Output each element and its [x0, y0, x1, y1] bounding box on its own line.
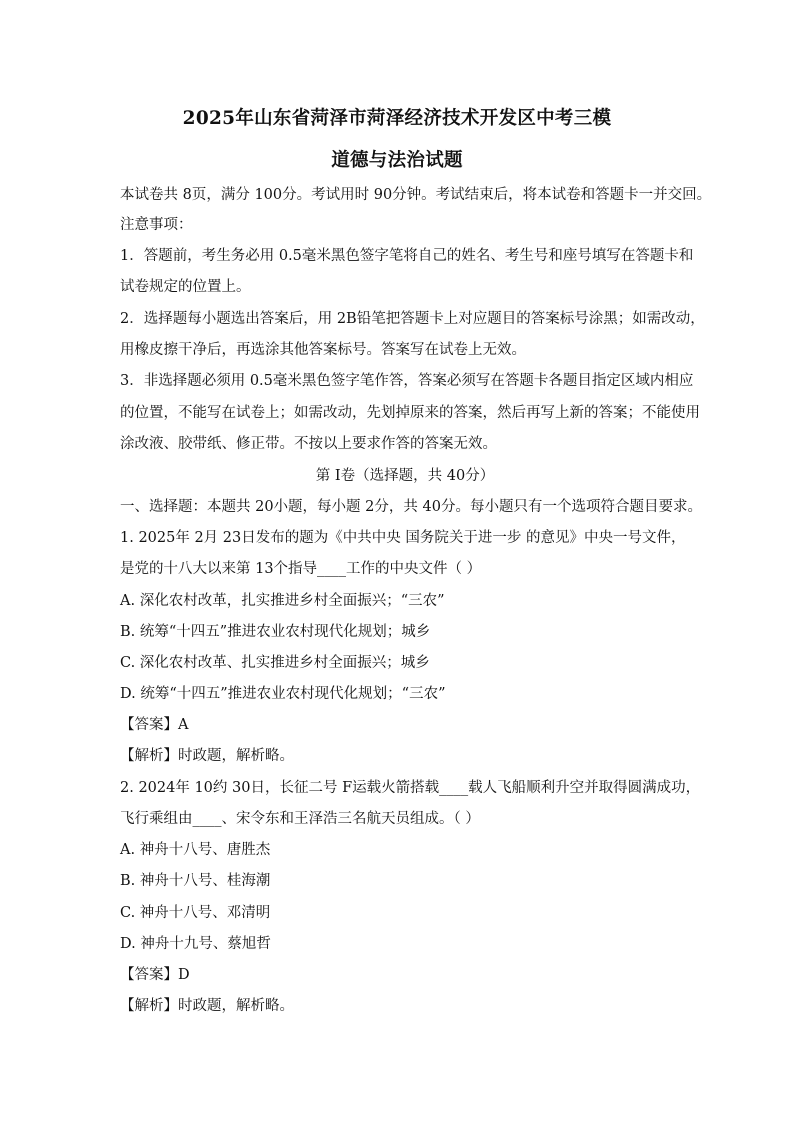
question-stem: 2. 2024年 10约 30日，长征二号 F运载火箭搭载____载人飞船顺利升空并取得圆满成功，	[120, 780, 701, 796]
page-title: 2025年山东省菏泽市菏泽经济技术开发区中考三模	[182, 108, 612, 129]
question-stem: 飞行乘组由____、宋令东和王泽浩三名航天员组成。（ ）	[120, 811, 480, 827]
analysis: 【解析】时政题，解析略。	[120, 998, 294, 1014]
intro-text: 本试卷共 8页，满分 100分。考试用时 90分钟。考试结束后，将本试卷和答题卡一并交回。	[120, 187, 712, 203]
option-b: B. 神舟十八号、桂海潮	[120, 873, 271, 889]
note-line: 3．非选择题必须用 0.5毫米黑色签字笔作答，答案必须写在答题卡各题目指定区域内相应	[120, 373, 694, 389]
option-a: A. 深化农村改革，扎实推进乡村全面振兴；“三农”	[120, 593, 445, 609]
answer: 【答案】A	[120, 717, 189, 733]
note-line: 涂改液、胶带纸、修正带。不按以上要求作答的答案无效。	[120, 436, 497, 452]
section-instruction: 一、选择题：本题共 20小题，每小题 2分，共 40分。每小题只有一个选项符合题目要求。	[120, 499, 702, 515]
option-d: D. 统筹“十四五”推进农业农村现代化规划；“三农”	[120, 686, 446, 702]
option-c: C. 深化农村改革、扎实推进乡村全面振兴；城乡	[120, 655, 430, 671]
note-line: 用橡皮擦干净后，再选涂其他答案标号。答案写在试卷上无效。	[120, 342, 526, 358]
note-line: 2．选择题每小题选出答案后，用 2B铅笔把答题卡上对应题目的答案标号涂黑；如需改动，	[120, 311, 705, 327]
note-line: 1．答题前，考生务必用 0.5毫米黑色签字笔将自己的姓名、考生号和座号填写在答题卡和	[120, 248, 694, 264]
section-title: 第 I卷（选择题，共 40分）	[315, 468, 495, 484]
question-stem: 1. 2025年 2月 23日发布的题为《中共中央 国务院关于进一步 的意见》中央一号文件，	[120, 530, 686, 546]
note-line: 的位置，不能写在试卷上；如需改动，先划掉原来的答案，然后再写上新的答案；不能使用	[120, 405, 700, 421]
option-c: C. 神舟十八号、邓清明	[120, 905, 271, 921]
page-subtitle: 道德与法治试题	[331, 150, 463, 171]
analysis: 【解析】时政题，解析略。	[120, 748, 294, 764]
question-stem: 是党的十八大以来第 13个指导____工作的中央文件（ ）	[120, 561, 482, 577]
option-d: D. 神舟十九号、蔡旭哲	[120, 936, 271, 952]
answer: 【答案】D	[120, 967, 190, 983]
note-line: 试卷规定的位置上。	[120, 279, 251, 295]
notes-heading: 注意事项：	[120, 217, 193, 233]
option-a: A. 神舟十八号、唐胜杰	[120, 842, 271, 858]
option-b: B. 统筹“十四五”推进农业农村现代化规划；城乡	[120, 624, 431, 640]
